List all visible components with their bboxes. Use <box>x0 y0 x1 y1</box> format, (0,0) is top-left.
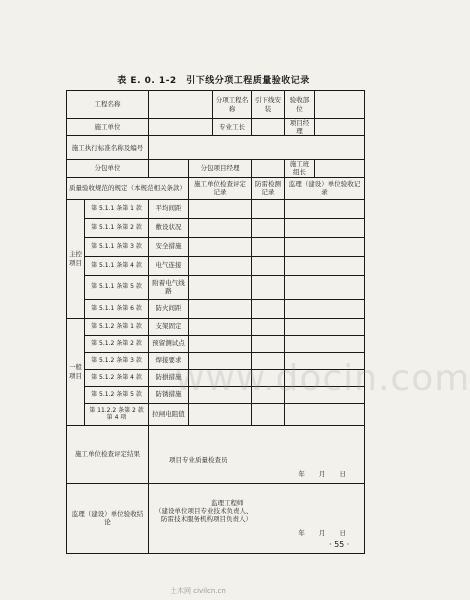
column-supervision: 监理（建设）单位验收记录 <box>285 177 365 199</box>
clause-number: 第 5.1.1 条第 5 款 <box>85 275 149 299</box>
item-name: 安全措施 <box>149 237 189 256</box>
table-row <box>67 335 365 352</box>
supervision-conclusion-label: 监理（建设）单位验收结论 <box>67 483 149 553</box>
general-section-label: 一般项目 <box>67 318 85 425</box>
subcontractor-value <box>149 160 189 177</box>
item-name: 拉闸电阻值 <box>149 403 189 425</box>
inspection-part-label: 验收部位 <box>285 91 315 119</box>
clause-number: 第 5.1.2 条第 1 款 <box>85 318 149 335</box>
table-row <box>67 256 365 275</box>
item-name: 防锈措施 <box>149 386 189 403</box>
team-leader-label: 施工班组长 <box>285 160 315 177</box>
watermark: www.docin.com <box>175 358 470 399</box>
clause-number: 第 5.1.1 条第 2 款 <box>85 218 149 237</box>
inspection-part-value <box>315 91 365 119</box>
subcontractor-label: 分包单位 <box>67 160 149 177</box>
page-number: · 55 · <box>329 540 350 549</box>
table-row <box>67 199 365 218</box>
contractor-eval-cell <box>149 425 365 483</box>
footer-mark: 土木网 civilcn.cn <box>170 587 226 595</box>
clause-number: 第 5.1.2 条第 4 款 <box>85 369 149 386</box>
item-name: 防火间距 <box>149 299 189 318</box>
supervision-date: 年 月 日 <box>298 529 352 538</box>
item-name: 焊接要求 <box>149 352 189 369</box>
clause-number: 第 5.1.1 条第 1 款 <box>85 199 149 218</box>
standard-value <box>149 136 365 160</box>
table-row <box>67 237 365 256</box>
item-name: 电气连接 <box>149 256 189 275</box>
table-row <box>67 275 365 299</box>
contractor-eval-date: 年 月 日 <box>298 470 352 479</box>
main-section-label: 主控项目 <box>67 199 85 318</box>
item-name: 预留测试点 <box>149 335 189 352</box>
sub-project-label: 分项工程名称 <box>213 91 252 119</box>
column-lightning-record: 防雷检测记录 <box>252 177 285 199</box>
table-row <box>67 299 365 318</box>
project-name-value <box>149 91 213 119</box>
page-title: 表 E. 0. 1-2 引下线分项工程质量验收记录 <box>117 76 310 86</box>
item-name: 支架固定 <box>149 318 189 335</box>
contractor-label: 施工单位 <box>67 119 149 136</box>
item-name: 防損措施 <box>149 369 189 386</box>
table-row <box>67 318 365 335</box>
subcontract-pm-label: 分包项目经理 <box>189 160 252 177</box>
supervision-engineer-label: 监理工程师 <box>211 498 244 507</box>
project-name-label: 工程名称 <box>67 91 149 119</box>
supervision-signer-note-2: 防雷技术服务机构项目负责人） <box>161 515 252 523</box>
clause-number: 第 5.1.1 条第 6 款 <box>85 299 149 318</box>
project-manager-label: 项目经理 <box>285 119 315 136</box>
supervision-signer-note-1: （建设单位项目专业技术负责人、 <box>155 506 253 515</box>
clause-number: 第 5.1.2 条第 3 款 <box>85 352 149 369</box>
column-contractor-eval: 施工单位检查评定记录 <box>189 177 252 199</box>
team-leader-value <box>315 160 365 177</box>
sub-project-value: 引下线安装 <box>252 91 285 119</box>
table-row <box>67 218 365 237</box>
prof-foreman-label: 专业工长 <box>213 119 252 136</box>
item-name: 敷设状况 <box>149 218 189 237</box>
column-spec: 质量验收规范的规定（本规范相关条款） <box>67 177 189 199</box>
item-name: 平均间距 <box>149 199 189 218</box>
clause-number: 第 5.1.1 条第 4 款 <box>85 256 149 275</box>
standard-label: 施工执行标准名称及编号 <box>67 136 149 160</box>
subcontract-pm-value <box>252 160 285 177</box>
clause-number: 第 11.2.2 条第 2 款第 4 项 <box>85 403 149 425</box>
contractor-eval-label: 施工单位检查评定结果 <box>67 425 149 483</box>
table-row <box>67 403 365 425</box>
clause-number: 第 5.1.1 条第 3 款 <box>85 237 149 256</box>
inspection-record-table <box>66 90 365 554</box>
contractor-value <box>149 119 213 136</box>
clause-number: 第 5.1.2 条第 5 款 <box>85 386 149 403</box>
item-name: 附着电气线路 <box>149 275 189 299</box>
quality-inspector-label: 项目专业质量检查员 <box>169 456 228 465</box>
prof-foreman-value <box>252 119 285 136</box>
clause-number: 第 5.1.2 条第 2 款 <box>85 335 149 352</box>
project-manager-value <box>315 119 365 136</box>
